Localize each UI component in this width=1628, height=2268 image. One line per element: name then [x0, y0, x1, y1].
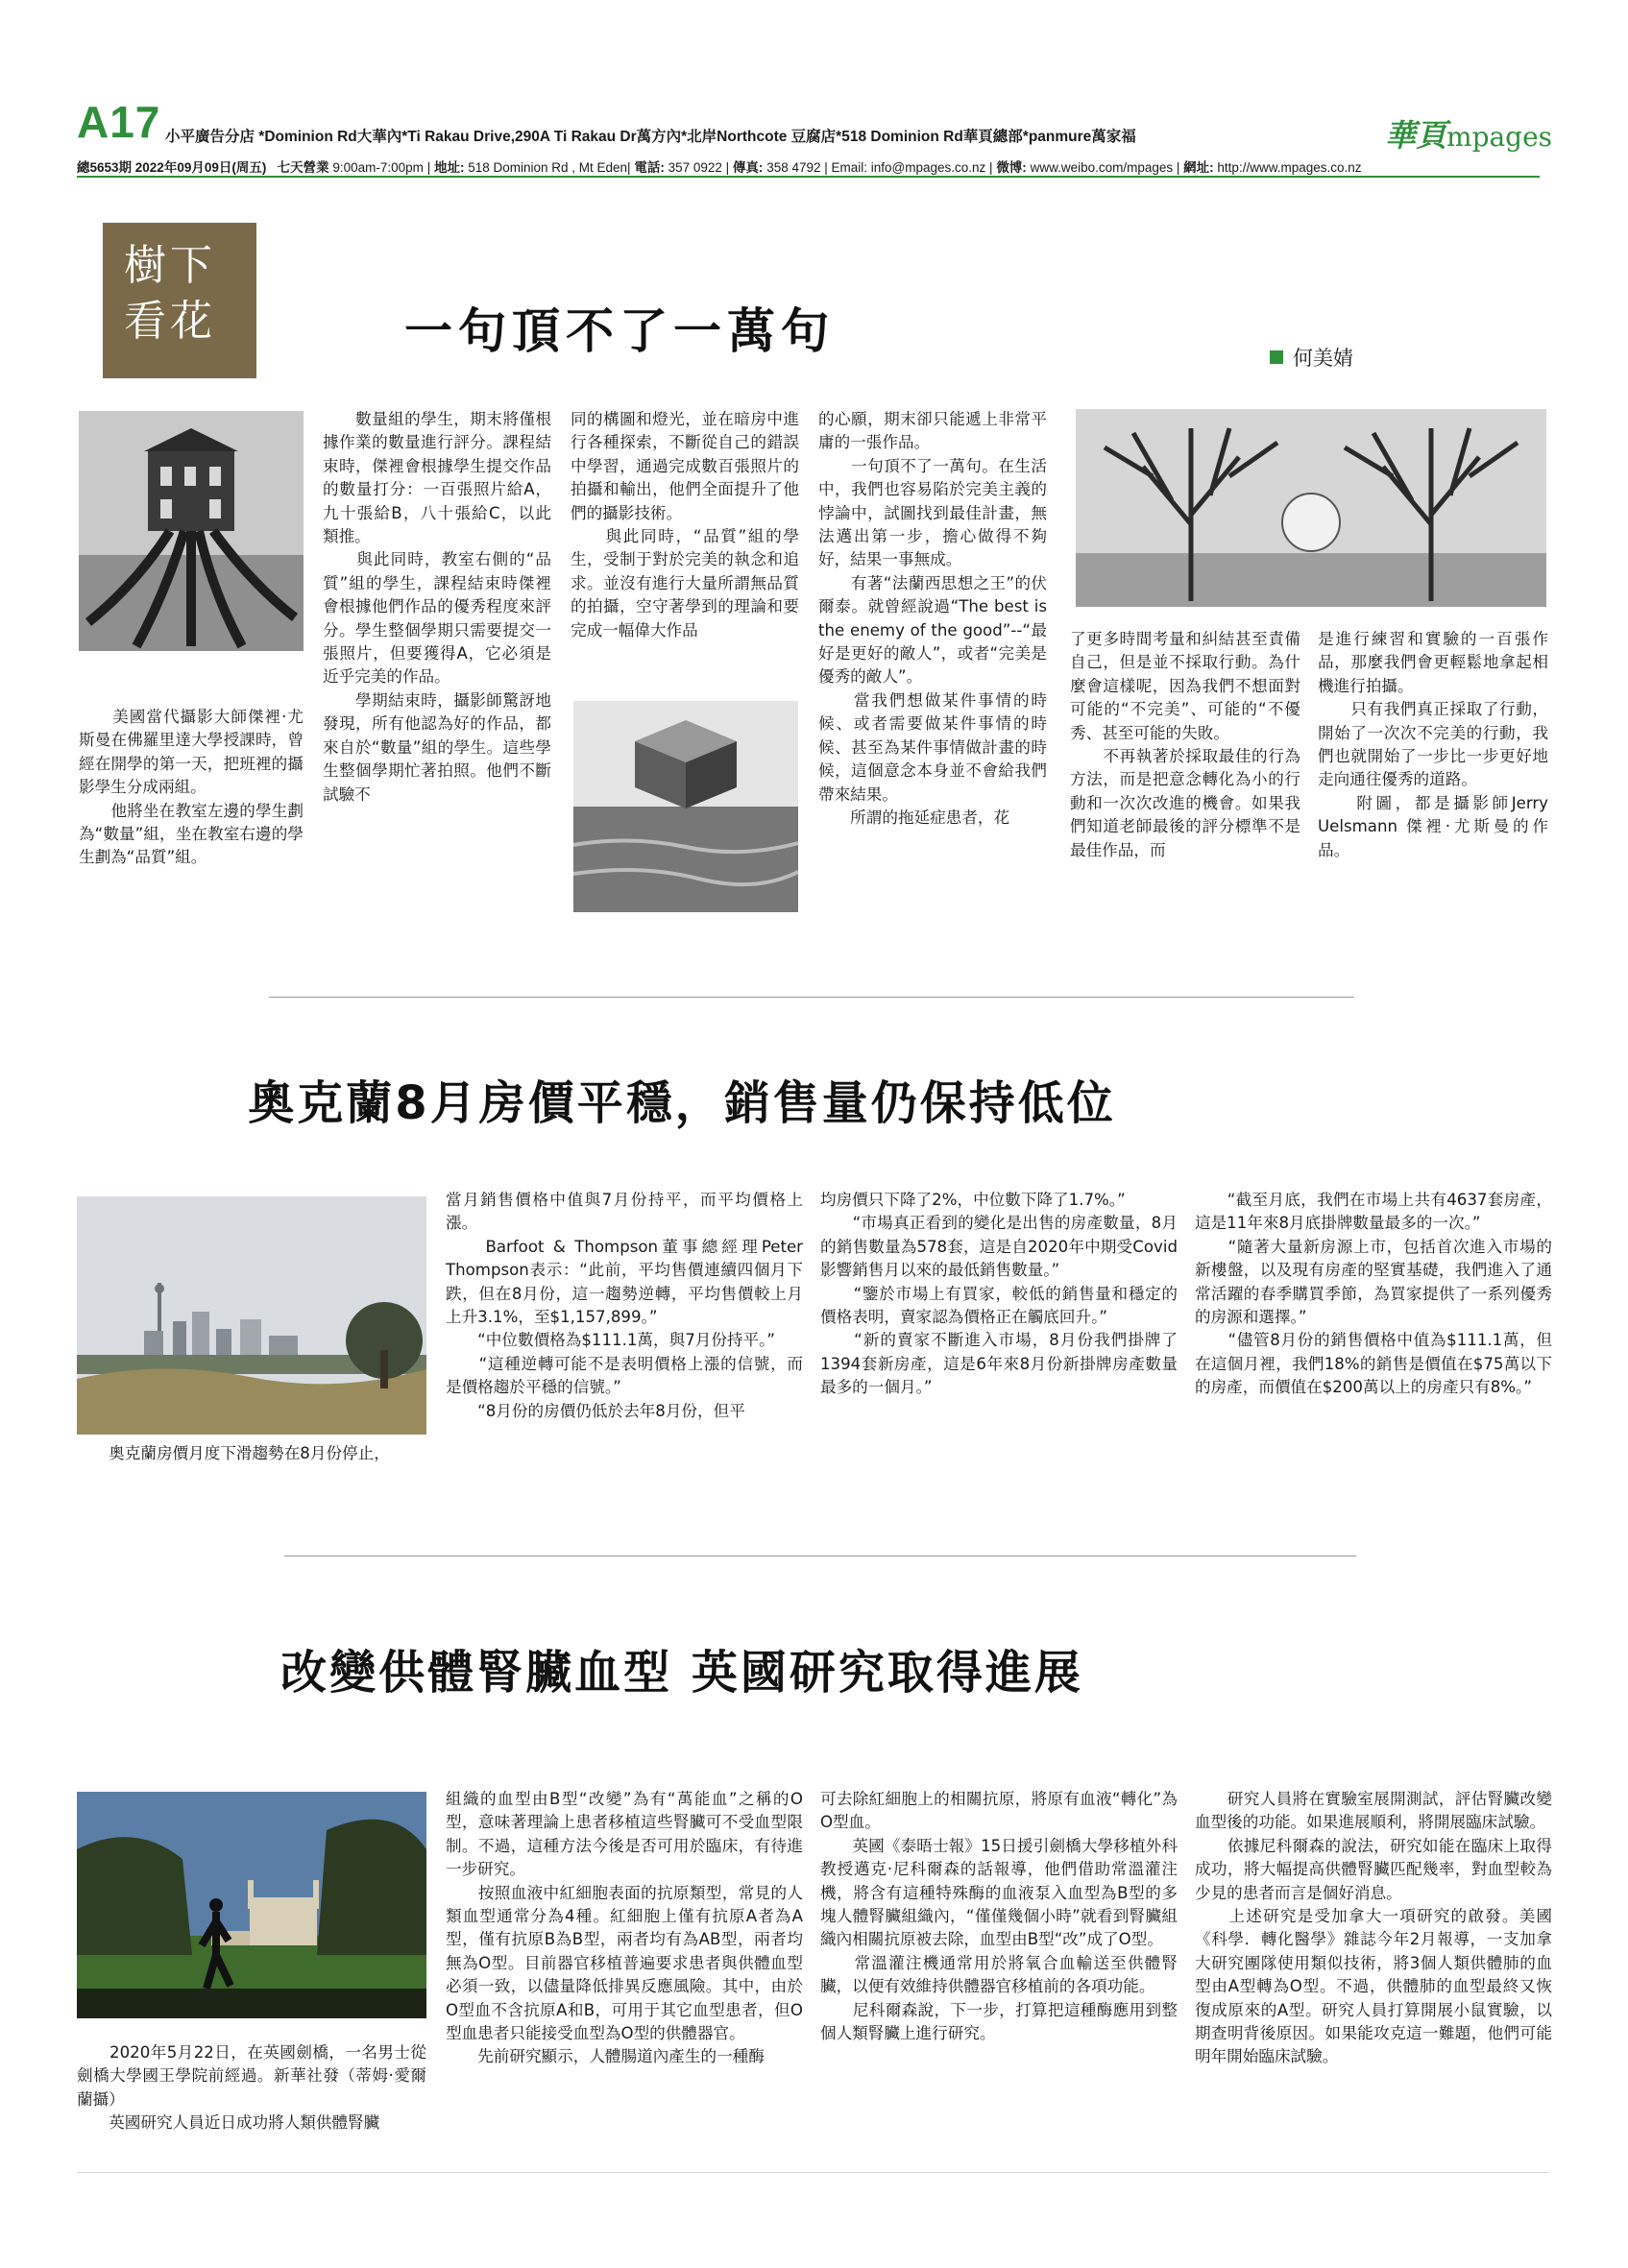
hours: 9:00am-7:00pm — [332, 160, 424, 175]
article1-col4: 的心願，期末卻只能遞上非常平庸的一張作品。 一句頂不了一萬句。在生活中，我們也容易陷於完美主義的悖論中，試圖找到最佳計畫，無法邁出第一步，擔心做得不夠好，結果一事無成。 有著“法蘭西思想之王”的伏爾泰。就曾經說過“The best is the enemy of the good”--“最好是更好的敵人”，或者“完美是優秀的敵人”。 當我們想做某件事情的時候、或者需要做某件事情的時候、甚至為某件事情做計畫的時候，這個意念本身並不會給我們帶來結果。 所謂的拖延症患者，花 — [818, 410, 1047, 827]
column-badge: 樹下 看花 — [103, 223, 256, 378]
article1-col2: 數量組的學生，期末將僅根據作業的數量進行評分。課程結束時，傑裡會根據學生提交作品的數量打分：一百張照片給A，九十張給B，八十張給C，以此類推。 與此同時，教室右側的“品質”組的學生，課程結束時傑裡會根據他們作品的優秀程度來評分。學生整個學期只需要提交一張照片，但要獲得A，它必須是近乎完美的作品。 學期結束時，攝影師驚訝地發現，所有他認為好的作品，都來自於“數量”組的學生。這些學生整個學期忙著拍照。他們不斷試驗不 — [323, 410, 551, 804]
fax-label: 傳真: — [732, 160, 764, 175]
website: http://www.mpages.co.nz — [1217, 160, 1362, 175]
weibo-label: 微博: — [996, 160, 1027, 175]
article3-caption: 2020年5月22日，在英國劍橋，一名男士從劍橋大學國王學院前經過。新華社發（蒂姆·愛爾蘭攝） 英國研究人員近日成功將人類供體腎臟 — [77, 2043, 426, 2133]
article2-col2: 當月銷售價格中值與7月份持平，而平均價格上漲。 Barfoot & Thompson董事總經理Peter Thompson表示：“此前，平均售價連續四個月下跌，但在8月份，這一趨勢逆轉，平均售價較上月上升3.1%，至$1,157,899。” “中位數價格為$111.1萬，與7月份持平。” “這種逆轉可能不是表明價格上漲的信號，而是價格趨於平穩的信號。” “8月份的房價仍低於去年8月份，但平 — [446, 1191, 803, 1420]
article1-col6: 是進行練習和實驗的一百張作品，那麼我們會更輕鬆地拿起相機進行拍攝。 只有我們真正採取了行動，開始了一次次不完美的行動，我們也就開始了一步比一步更好地走向通往優秀的道路。 附圖，都是攝影師Jerry Uelsmann 傑裡·尤斯曼的作品。 — [1318, 630, 1548, 859]
article2-col3: 均房價只下降了2%，中位數下降了1.7%。” “市場真正看到的變化是出售的房產數量，8月的銷售數量為578套，這是自2020年中期受Covid影響銷售月以來的最低銷售數量。” “鑒於市場上有買家，較低的銷售量和穩定的價格表明，賣家認為價格正在觸底回升。” “新的賣家不斷進入市場，8月份我們掛牌了1394套新房產，這是6年來8月份新掛牌房產數量最多的一個月。” — [820, 1191, 1178, 1397]
article3-col4: 研究人員將在實驗室展開測試，評估腎臟改變血型後的功能。如果進展順利，將開展臨床試驗。 依據尼科爾森的說法，研究如能在臨床上取得成功，將大幅提高供體腎臟匹配幾率，對血型較為少見的患者而言是個好消息。 上述研究是受加拿大一項研究的啟發。美國《科學．轉化醫學》雜誌今年2月報導，一支加拿大研究團隊使用類似技術，將3個人類供體肺的血型由A型轉為O型。不過，供體肺的血型最終又恢復成原來的A型。研究人員打算開展小鼠實驗，以期查明背後原因。如果能攻克這一難題，他們可能明年開始臨床試驗。 — [1195, 1790, 1552, 2066]
article2-col4: “截至月底，我們在市場上共有4637套房產，這是11年來8月底掛牌數量最多的一次。” “隨著大量新房源上市，包括首次進入市場的新樓盤，以及現有房產的堅實基礎，我們進入了通常活躍的春季購買季節，為買家提供了一系列優秀的房源和選擇。” “儘管8月份的銷售價格中值為$111.1萬，但在這個月裡，我們18%的銷售是價值在$75萬以下的房產，而價值在$200萬以上的房產只有8%。” — [1195, 1191, 1552, 1397]
email: Email: info@mpages.co.nz — [831, 160, 986, 175]
section-divider-1 — [269, 997, 1354, 998]
author-name: 何美婧 — [1293, 347, 1353, 370]
article1-caption: 美國當代攝影大師傑裡·尤斯曼在佛羅里達大學授課時，曾經在開學的第一天，把班裡的攝影學生分成兩組。 他將坐在教室左邊的學生劃為“數量”組，坐在教室右邊的學生劃為“品質”組。 — [79, 708, 304, 867]
mpages-logo — [1385, 111, 1552, 156]
photo-house-tree — [79, 411, 304, 651]
photo-trees-sphere — [1076, 409, 1546, 607]
header-rule — [77, 176, 1540, 178]
article3-col2: 組織的血型由B型“改變”為有“萬能血”之稱的O型，意味著理論上患者移植這些腎臟可不受血型限制。不過，這種方法今後是否可用於臨床，有待進一步研究。 按照血液中紅細胞表面的抗原類型，常見的人類血型通常分為4種。紅細胞上僅有抗原A者為A型，僅有抗原B為B型，兩者均有為AB型，兩者均無為O型。目前器官移植普遍要求患者與供體血型必須一致，以儘量降低排異反應風險。其中，由於O型血不含抗原A和B，可用于其它血型患者，但O型血患者只能接受血型為O型的供體器官。 先前研究顯示，人體腸道內產生的一種酶 — [446, 1790, 803, 2066]
page-bottom-rule — [77, 2172, 1548, 2173]
phone: 357 0922 — [668, 160, 722, 175]
article3-title: 改變供體腎臟血型 英國研究取得進展 — [280, 1646, 1083, 1700]
fax: 358 4792 — [766, 160, 821, 175]
web-label: 網址: — [1183, 160, 1214, 175]
masthead-info: 總5653期 2022年09月09日(周五) 七天營業 9:00am-7:00pm | 地址: 518 Dominion Rd , Mt Eden| 電話: 357 0922 | 傳真: 358 4792 | Email: info@mpages.co.nz | 微博: www.weibo.com/mpages | 網址: http://www.mpages.co.nz — [77, 160, 1362, 175]
author-square-icon — [1270, 350, 1283, 364]
issue-date: 總5653期 2022年09月09日(周五) — [77, 160, 267, 175]
address-label: 地址: — [433, 160, 465, 175]
article1-author — [1270, 343, 1353, 372]
article1-col3: 同的構圖和燈光，並在暗房中進行各種探索，不斷從自己的錯誤中學習，通過完成數百張照片的拍攝和輸出，他們全面提升了他們的攝影技術。 與此同時，“品質”組的學生，受制于對於完美的執念和追求。並沒有進行大量所謂無品質的拍攝，空守著學到的理論和要完成一幅偉大作品 — [571, 410, 799, 639]
article2-title: 奧克蘭8月房價平穩，銷售量仍保持低位 — [248, 1076, 1116, 1130]
page-number: A17 — [77, 97, 161, 147]
weibo: www.weibo.com/mpages — [1030, 160, 1174, 175]
address: 518 Dominion Rd , Mt Eden| — [468, 160, 631, 175]
photo-floating-cube — [573, 701, 798, 912]
article1-title: 一句頂不了一萬句 — [404, 303, 835, 359]
branch-list: 小平廣告分店 *Dominion Rd大華內*Ti Rakau Drive,290A Ti Rakau Dr萬方內*北岸Northcote 豆腐店*518 Dominion Rd華頁總部*panmure萬家福 — [165, 129, 1136, 145]
photo-cambridge-kings-college — [77, 1792, 426, 2018]
article1-col5: 了更多時間考量和糾結甚至責備自己，但是並不採取行動。為什麼會這樣呢，因為我們不想面對可能的“不完美”、可能的“不優秀、甚至可能的失敗。 不再執著於採取最佳的行為方法，而是把意念轉化為小的行動和一次次改進的機會。如果我們知道老師最後的評分標準不是最佳作品，而 — [1070, 630, 1300, 859]
photo-auckland-skyline — [77, 1196, 426, 1435]
hours-label: 七天營業 — [277, 160, 329, 175]
article3-col3: 可去除紅細胞上的相關抗原，將原有血液“轉化”為O型血。 英國《泰晤士報》15日援引劍橋大學移植外科教授邁克·尼科爾森的話報導，他們借助常溫灌注機，將含有這種特殊酶的血液泵入血型為B型的多塊人體腎臟組織內，“僅僅幾個小時”就看到腎臟組織內相關抗原被去除，血型由B型“改”成了O型。 常溫灌注機通常用於將氧合血輸送至供體腎臟，以便有效維持供體器官移植前的各項功能。 尼科爾森說，下一步，打算把這種酶應用到整個人類腎臟上進行研究。 — [820, 1790, 1178, 2043]
logo-text: mpages — [1446, 121, 1553, 153]
phone-label: 電話: — [634, 160, 665, 175]
article2-caption: 奧克蘭房價月度下滑趨勢在8月份停止， — [77, 1444, 390, 1462]
logo-mark: 華頁 — [1385, 117, 1447, 154]
